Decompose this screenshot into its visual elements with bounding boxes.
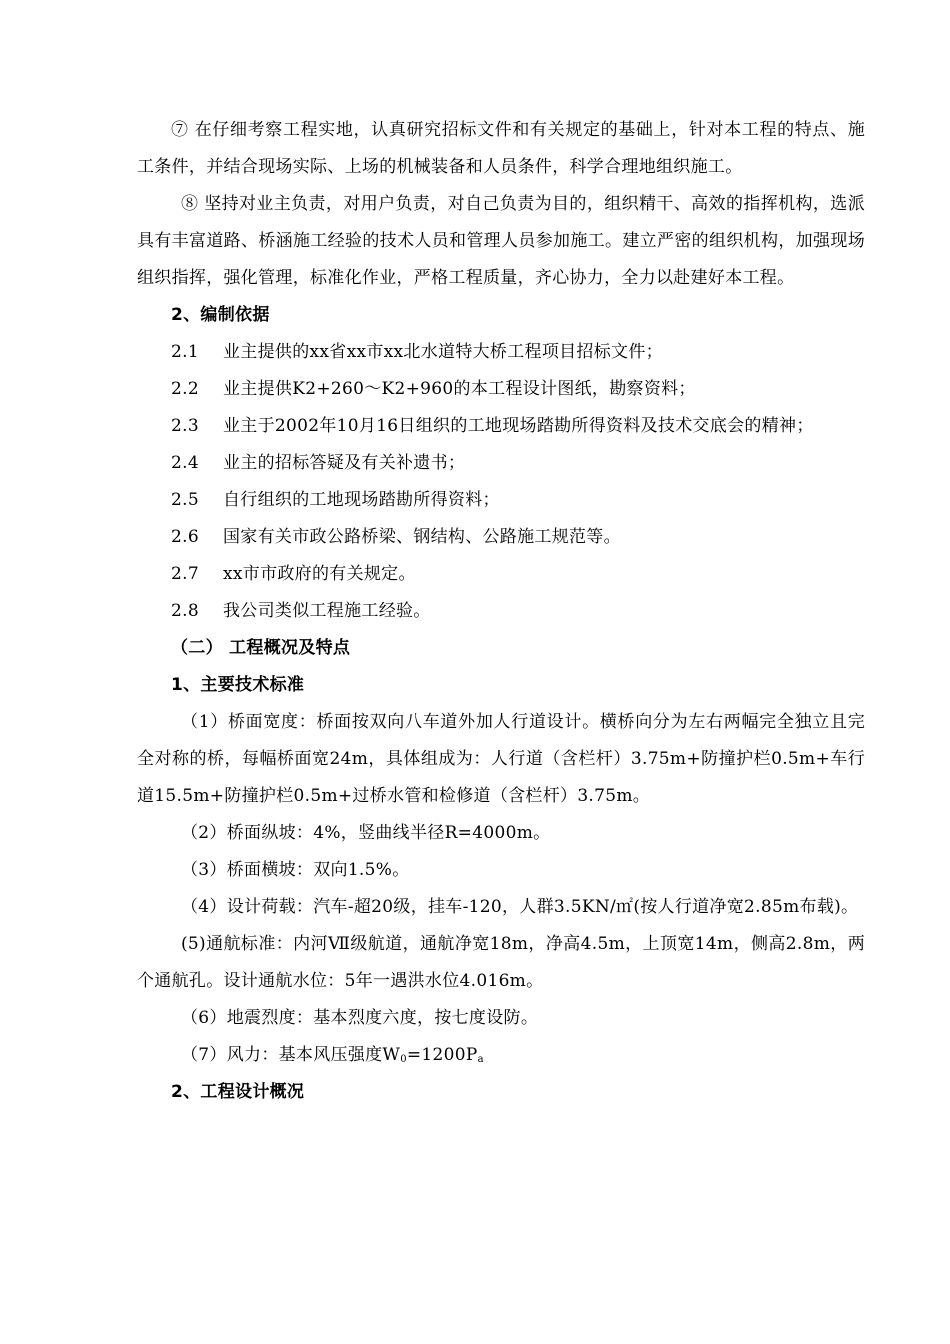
item-text: 业主提供K2+260～K2+960的本工程设计图纸，勘察资料； — [223, 379, 696, 399]
list-item — [137, 445, 865, 482]
item-number: 2.1 — [171, 342, 199, 362]
wind-value: =1200P — [406, 1045, 478, 1065]
basis-list — [137, 334, 865, 630]
item-text: 业主提供的xx省xx市xx北水道特大桥工程项目招标文件； — [223, 342, 663, 362]
paragraph-7: ⑦ 在仔细考察工程实地，认真研究招标文件和有关规定的基础上，针对本工程的特点、施工条件，并结合现场实际、上场的机械装备和人员条件，科学合理地组织施工。 — [137, 120, 865, 177]
item-text: xx市市政府的有关规定。 — [223, 564, 416, 584]
wind-subscript-0: 0 — [400, 1054, 407, 1065]
item-number: 2.5 — [171, 490, 199, 510]
section-heading-standards: 1、主要技术标准 — [171, 675, 305, 695]
item-number: 2.8 — [171, 601, 199, 621]
item-number: 2.2 — [171, 379, 199, 399]
item-text: 我公司类似工程施工经验。 — [223, 601, 431, 621]
item-number: 2.7 — [171, 564, 199, 584]
standard-item: （4）设计荷载：汽车-超20级，挂车-120，人群3.5KN/㎡(按人行道净宽2.85m布载)。 — [181, 897, 859, 917]
item-number: 2.3 — [171, 416, 199, 436]
item-text: 自行组织的工地现场踏勘所得资料； — [223, 490, 500, 510]
document-body — [137, 112, 865, 1111]
list-item — [137, 519, 865, 556]
standard-item: （3）桥面横坡：双向1.5%。 — [181, 860, 410, 880]
paragraph-8: ⑧ 坚持对业主负责，对用户负责，对自己负责为目的，组织精干、高效的指挥机构，选派具有丰富道路、桥涵施工经验的技术人员和管理人员参加施工。建立严密的组织机构，加强现场组织指挥，强化管理，标准化作业，严格工程质量，齐心协力，全力以赴建好本工程。 — [137, 194, 865, 288]
item-text: 业主于2002年10月16日组织的工地现场踏勘所得资料及技术交底会的精神； — [223, 416, 814, 436]
list-item — [137, 408, 865, 445]
standard-item: （2）桥面纵坡：4%，竖曲线半径R=4000m。 — [181, 823, 551, 843]
list-item — [137, 593, 865, 630]
item-text: 国家有关市政公路桥梁、钢结构、公路施工规范等。 — [223, 527, 621, 547]
standard-item-wind — [137, 1037, 865, 1074]
item-number: 2.6 — [171, 527, 199, 547]
list-item — [137, 371, 865, 408]
list-item — [137, 334, 865, 371]
wind-subscript-a: a — [477, 1054, 484, 1065]
list-item — [137, 482, 865, 519]
standard-item: (5)通航标准：内河Ⅶ级航道，通航净宽18m，净高4.5m，上顶宽14m，侧高2.8m，两个通航孔。设计通航水位：5年一遇洪水位4.016m。 — [137, 934, 865, 991]
standard-item: （1）桥面宽度：桥面按双向八车道外加人行道设计。横桥向分为左右两幅完全独立且完全对称的桥，每幅桥面宽24m，具体组成为：人行道（含栏杆）3.75m+防撞护栏0.5m+车行道15.5m+防撞护栏0.5m+过桥水管和检修道（含栏杆）3.75m。 — [137, 712, 865, 806]
item-number: 2.4 — [171, 453, 199, 473]
chapter-heading-overview: （二） 工程概况及特点 — [171, 638, 351, 658]
section-heading-basis: 2、编制依据 — [171, 305, 270, 325]
standard-item: （6）地震烈度：基本烈度六度，按七度设防。 — [181, 1008, 539, 1028]
section-heading-design-overview: 2、工程设计概况 — [171, 1082, 305, 1102]
wind-prefix: （7）风力：基本风压强度W — [181, 1045, 401, 1065]
item-text: 业主的招标答疑及有关补遗书； — [223, 453, 466, 473]
list-item — [137, 556, 865, 593]
